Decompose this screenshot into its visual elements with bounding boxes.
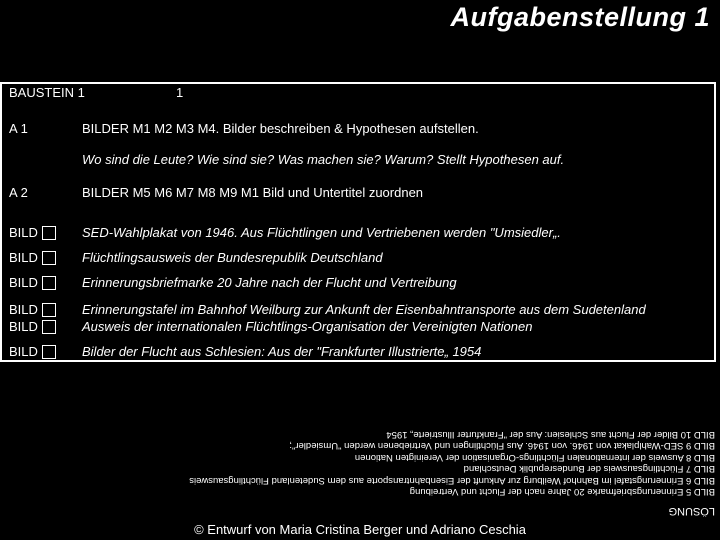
bild-description: Bilder der Flucht aus Schlesien: Aus der "Frankfurter Illustrierte„ 1954 [82,344,482,359]
bild-description: Erinnerungsbriefmarke 20 Jahre nach der Flucht und Vertreibung [82,275,457,290]
task-questions: Wo sind die Leute? Wie sind sie? Was machen sie? Warum? Stellt Hypothesen auf. [82,152,565,167]
bild-label: BILD [9,319,38,334]
task-id-a1: A 1 [9,121,28,136]
task-text-a2: BILDER M5 M6 M7 M8 M9 M1 Bild und Untertitel zuordnen [82,185,424,200]
solution-block-upside-down [95,374,715,516]
bild-label: BILD [9,250,38,265]
bild-checkbox[interactable] [42,345,56,359]
solution-line: BILD 6 Erinnerungstafel im Bahnhof Weilburg zur Ankunft der Eisenbahntransporte aus dem Sudetenland Flüchtlingsausweis [189,475,715,486]
task-id-a2: A 2 [9,185,28,200]
bild-description: SED-Wahlplakat von 1946. Aus Flüchtlingen und Vertriebenen werden "Umsiedler„. [82,225,561,240]
solution-line: BILD 8 Ausweis der internationalen Flüchtlings-Organisation der Vereinigten Nationen [354,452,715,463]
baustein-label: BAUSTEIN 1 [9,85,85,100]
bild-row [2,302,718,320]
bild-label: BILD [9,225,38,240]
bild-checkbox[interactable] [42,226,56,240]
task-box [0,82,716,362]
solution-heading: LÖSUNG [668,505,715,517]
bild-label: BILD [9,302,38,317]
solution-line: BILD 5 Erinnerungsbriefmarke 20 Jahre nach der Flucht und Vertreibung [409,486,715,498]
baustein-number: 1 [176,85,184,100]
bild-row [2,344,718,362]
bild-row [2,225,718,243]
solution-line: BILD 7 Flüchtlingsausweis der Bundesrepublik Deutschland [463,463,715,475]
bild-checkbox[interactable] [42,303,56,317]
page-title: Aufgabenstellung 1 [450,2,710,32]
bild-row [2,319,718,337]
bild-description: Erinnerungstafel im Bahnhof Weilburg zur Ankunft der Eisenbahntransporte aus dem Sudetenland [82,302,646,317]
bild-label: BILD [9,344,38,359]
solution-line: BILD 10 Bilder der Flucht aus Schlesien: Aus der "Frankfurter Illustrierte„ 1954 [386,429,715,440]
task-text-a1: BILDER M1 M2 M3 M4. Bilder beschreiben & Hypothesen aufstellen. [82,121,479,136]
bild-label: BILD [9,275,38,290]
bild-checkbox[interactable] [42,251,56,265]
bild-row [2,250,718,268]
bild-checkbox[interactable] [42,276,56,290]
bild-description: Ausweis der internationalen Flüchtlings-Organisation der Vereinigten Nationen [82,319,533,334]
bild-description: Flüchtlingsausweis der Bundesrepublik Deutschland [82,250,383,265]
bild-checkbox[interactable] [42,320,56,334]
solution-line: BILD 9 SED-Wahlplakat von 1946. von 1946. Aus Flüchtlingen und Vertriebenen werden "Umsiedler"; [289,440,715,452]
bild-row [2,275,718,293]
credit-footer: © Entwurf von Maria Cristina Berger und Adriano Ceschia [194,522,526,537]
